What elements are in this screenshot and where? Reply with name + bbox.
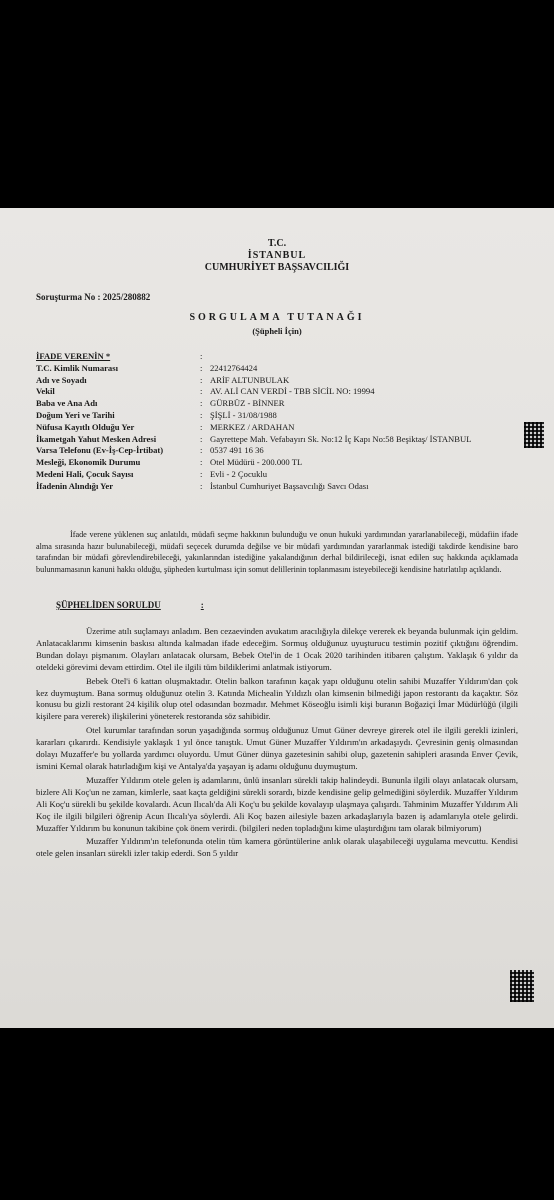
field-row: Medeni Hali, Çocuk Sayısı : Evli - 2 Çocuklu (36, 469, 516, 481)
field-value: 22412764424 (210, 362, 258, 373)
field-value: Evli - 2 Çocuklu (210, 468, 268, 479)
field-label: Medeni Hali, Çocuk Sayısı (36, 468, 134, 479)
document-subtitle: (Şüpheli İçin) (252, 326, 302, 336)
rights-notice: İfade verene yüklenen suç anlatıldı, müdafi seçme hakkının bulunduğu ve onun hukuki yardımından yararlanabileceği, müdafiin ifade alma sırasında hazır bulunabileceği, müdafi seçecek durumda değilse ve bir müdafi yardımından yararlanmak istediği takdirde kendisine baro tarafından bir müdafi görevlendirebileceği, yakınlarından istediğine yakalandığının derhal bildirileceği, isnat edilen suç hakkında açıklamada bulunmamasının kanuni hakkı olduğu, şüpheden kurtulması için somut delillerinin toplanmasını isteyebileceği kendisine hatırlatılıp açıklandı. (36, 530, 518, 574)
field-row: Varsa Telefonu (Ev-İş-Cep-İrtibat) : 0537 491 16 36 (36, 445, 516, 457)
field-label: Doğum Yeri ve Tarihi (36, 409, 115, 420)
qr-code-icon (524, 422, 544, 448)
field-label: İFADE VERENİN * (36, 351, 111, 361)
field-row: Vekil : AV. ALİ CAN VERDİ - TBB SİCİL NO: 19994 (36, 386, 516, 398)
field-label: Nüfusa Kayıtlı Olduğu Yer (36, 421, 135, 432)
header-office: CUMHURİYET BAŞSAVCILIĞI (204, 262, 350, 273)
section-heading-colon: : (200, 600, 204, 610)
field-value: GÜRBÜZ - BİNNER (210, 398, 285, 409)
document-page (0, 208, 554, 1028)
field-row: Nüfusa Kayıtlı Olduğu Yer : MERKEZ / ARDAHAN (36, 422, 516, 434)
statement-paragraph: Bebek Otel'i 6 kattan oluşmaktadır. Otelin balkon tarafının kaçak yapı olduğunu otelin sahibi Muzaffer Yıldırım'dan çok kez duymuştum. Bana sormuş olduğunuz otelin 3. Katında Michealin Yıldızlı olan kimsenin bilmediği japon restorantı da kaçaktır. Söz konusu bu gizli restorant 24 kişilik olup otel odasından bozmadır. Mehmet Köseoğlu isimli kişi buranın Boğaziçi İmar Müdürlüğü (ilgili kişilere para vererek) ilişkilerini yöneterek restoranda söz sahibidir. (36, 675, 518, 722)
field-row: T.C. Kimlik Numarası : 22412764424 (36, 363, 516, 375)
statement-paragraph: Üzerime atılı suçlamayı anladım. Ben cezaevinden avukatım aracılığıyla dilekçe vererek ek beyanda bulunmak için geldim. Anlatacaklarımı kimsenin baskısı altında kalmadan ifade edeceğim. Sormuş olduğunuz uyuşturucu testimin pozitif çıktığını öğrendim. Bundan dolayı pişmanım. Olayları anlatacak olursam, Bebek Otel'in de 1 Ocak 2020 tarihinden itibaren çalıştım. Yaklaşık 6 yıldır da oteldeki görevimi devam ettirdim. Otel ile ilgili tüm bildiklerimi anlatmak istiyorum. (36, 626, 518, 672)
field-value: MERKEZ / ARDAHAN (210, 421, 295, 432)
header-tc: T.C. (267, 238, 287, 249)
field-label: T.C. Kimlik Numarası (36, 362, 118, 373)
field-row: İkametgah Yahut Mesken Adresi : Gayrettepe Mah. Vefabayırı Sk. No:12 İç Kapı No:58 Beşiktaş/ İSTANBUL (36, 434, 516, 446)
field-value: ŞİŞLİ - 31/08/1988 (210, 409, 277, 420)
statement-paragraph: Otel kurumlar tarafından sorun yaşadığında sormuş olduğunuz Umut Güner devreye girerek otel ile ilgili gerekli izinleri, kararları çıkarırdı. Kendisiyle yaklaşık 1 yıl önce tanıştık. Umut Güner Muzaffer Yıldırım'ın arkadaşıydı. Çevresinin geniş olmasından dolayı Muzaffer'e bu yollarda yardımcı oluyordu. Umut Güner dünya gazetesinin sahibi olup, gazetenin sahipleri arasında Enver Çevik, ismini Kemal olarak hatırladığım kişi ve Antalya'da yaşayan iş adamı olduğunu duymuştum. (36, 725, 518, 771)
field-value: Otel Müdürü - 200.000 TL (210, 457, 303, 468)
identity-fields (36, 351, 516, 493)
field-value: Gayrettepe Mah. Vefabayırı Sk. No:12 İç Kapı No:58 Beşiktaş/ İSTANBUL (210, 433, 472, 444)
qr-code-icon (510, 970, 534, 1002)
field-label: Baba ve Ana Adı (36, 398, 98, 409)
header-city: İSTANBUL (247, 250, 307, 261)
field-value: ARİF ALTUNBULAK (210, 374, 290, 385)
field-value: AV. ALİ CAN VERDİ - TBB SİCİL NO: 19994 (210, 386, 375, 397)
field-label: İkametgah Yahut Mesken Adresi (36, 433, 157, 444)
statement-body (36, 626, 518, 860)
field-label: Adı ve Soyadı (36, 374, 87, 385)
field-row: Adı ve Soyadı : ARİF ALTUNBULAK (36, 375, 516, 387)
field-row: İFADE VERENİN * : (36, 351, 516, 363)
field-label: İfadenin Alındığı Yer (36, 480, 114, 491)
field-label: Vekil (36, 386, 55, 397)
field-row: Baba ve Ana Adı : GÜRBÜZ - BİNNER (36, 398, 516, 410)
field-row: Doğum Yeri ve Tarihi : ŞİŞLİ - 31/08/1988 (36, 410, 516, 422)
field-value: 0537 491 16 36 (210, 445, 264, 456)
investigation-number: Soruşturma No : 2025/280882 (36, 292, 151, 302)
document-title: SORGULAMA TUTANAĞI (189, 312, 365, 323)
field-value (210, 351, 516, 363)
field-row: İfadenin Alındığı Yer : İstanbul Cumhuriyet Başsavcılığı Savcı Odası (36, 481, 516, 493)
section-heading (56, 600, 204, 610)
field-value: İstanbul Cumhuriyet Başsavcılığı Savcı Odası (210, 480, 369, 491)
field-label: Varsa Telefonu (Ev-İş-Cep-İrtibat) (36, 445, 164, 456)
field-label: Mesleği, Ekonomik Durumu (36, 457, 141, 468)
statement-paragraph: Muzaffer Yıldırım'ın telefonunda otelin tüm kamera görüntülerine anlık olarak ulaşabileceği uygulama mevcuttu. Kendisi otele gelen insanları sürekli izler takip ederdi. Son 5 yıldır (36, 836, 518, 859)
field-row: Mesleği, Ekonomik Durumu : Otel Müdürü - 200.000 TL (36, 457, 516, 469)
statement-paragraph: Muzaffer Yıldırım otele gelen iş adamlarını, ünlü insanları sürekli takip halindeydi. Bununla ilgili olayı anlatacak olursam, bizlere Ali Koç'un ne zaman, kimlerle, saat kaçta geldiğini sürekli sorardı, bizde kendisine gelip gelmediğini söylerdik. Muzaffer Yıldırım Ali Koç'u sürekli bu şekilde kovalardı. Acun Ilıcalı'da Ali Koç'u bu şekilde kovalayıp ulaşmaya çalışırdı. Tahminim Muzaffer Yıldırım Ali Koç ile ilgili bilgileri öğrenip Acun Ilıcalı'ya söylerdi. Ali Koç bazen ailesiyle bazen arkadaşlarıyla bazen iş adamlarıyla otele gelirdi. Muzaffer Yıldırım bu konunun takibine çok önem verirdi. (bilgileri neden topladığını kime ulaştırdığını tam olarak bilmiyorum) (36, 774, 518, 833)
section-heading-text: ŞÜPHELİDEN SORULDU (56, 600, 161, 610)
